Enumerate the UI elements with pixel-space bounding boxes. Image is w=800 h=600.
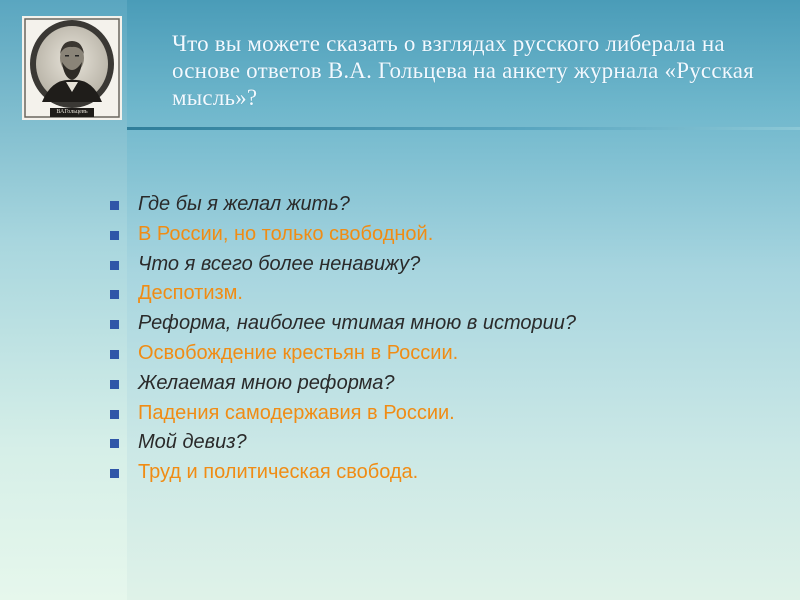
bullet-icon [110,231,119,240]
answer-text: Труд и политическая свобода. [138,461,419,484]
header-divider [127,127,800,130]
answer-text: Падения самодержавия в России. [138,401,455,424]
bullet-icon [110,380,119,389]
portrait-image [22,16,122,120]
question-text: Где бы я желал жить? [138,193,350,215]
portrait-caption: ВАГольцевъ [56,109,88,115]
list-item [110,190,576,220]
list-item [110,250,576,280]
list-item [110,428,576,458]
bullet-icon [110,320,119,329]
bullet-icon [110,410,119,419]
list-item [110,339,576,369]
bullet-icon [110,439,119,448]
bullet-icon [110,201,119,210]
list-item [110,369,576,399]
bullet-icon [110,350,119,359]
answer-text: Деспотизм. [138,282,243,305]
qa-list [110,190,576,488]
answer-text: Освобождение крестьян в России. [138,341,459,364]
answer-text: В России, но только свободной. [138,222,434,245]
question-text: Мой девиз? [138,431,247,454]
bullet-icon [110,261,119,270]
bullet-icon [110,290,119,299]
list-item [110,279,576,309]
question-text: Что я всего более ненавижу? [138,252,421,275]
slide-title: Что вы можете сказать о взглядах русского либерала на основе ответов В.А. Гольцева на анкету журнала «Русская мысль»? [172,31,754,110]
list-item [110,399,576,429]
list-item [110,309,576,339]
question-text: Желаемая мною реформа? [138,371,395,394]
question-text: Реформа, наиболее чтимая мною в истории? [138,312,576,335]
list-item [110,458,576,488]
bullet-icon [110,469,119,478]
list-item [110,220,576,250]
